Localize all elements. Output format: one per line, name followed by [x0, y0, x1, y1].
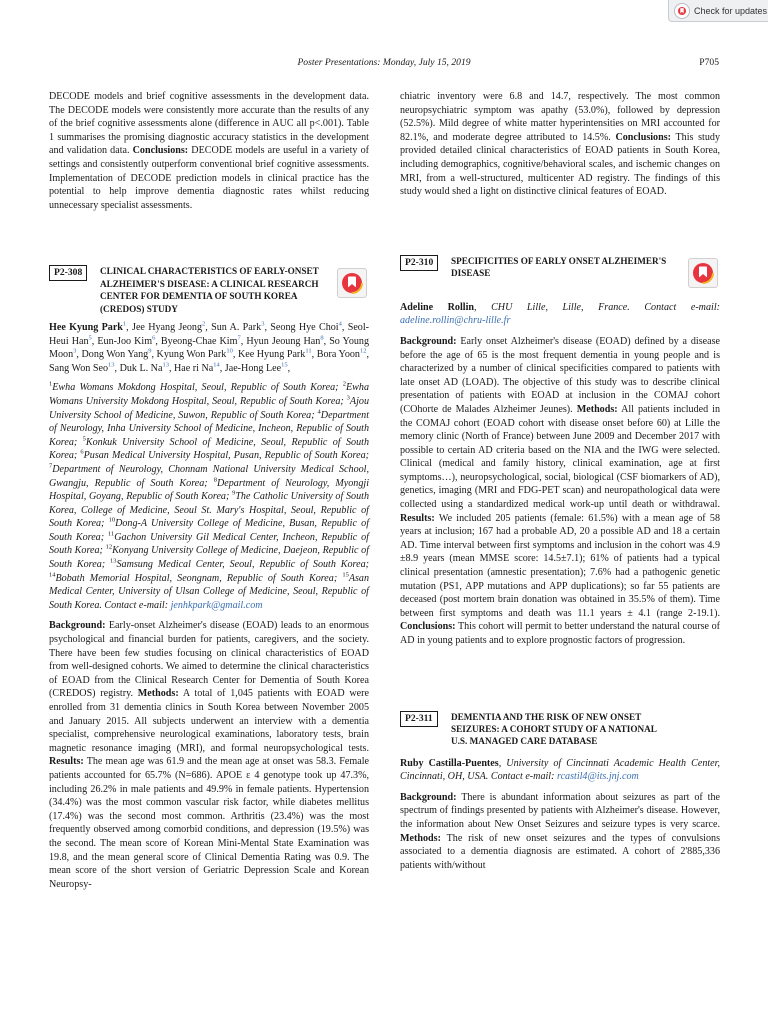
affiliation-number: 1 — [49, 380, 53, 388]
affiliation-text: Asan Medical Center, University of Ulsan College of Medicine, Seoul, Republic of South Korea. — [49, 572, 369, 611]
author-separator: , — [323, 335, 330, 347]
author-affiliation-number: 13 — [162, 361, 169, 369]
continuation-text: chiatric inventory were 6.8 and 14.7, respectively. The most common neuropsychiatric symptom was apathy (53.0%), followed by depression (52.5%). Mild degree of white matter hyperintensities on MRI accounted for 82.1%, and moderate degree attributed to 14.5%. — [400, 91, 720, 143]
section-text: The risk of new onset seizures and the types of convulsions associated to a dementia diagnosis are estimated. A cohort of 2'885,336 patients with/without — [400, 832, 720, 871]
author-name: Ruby Castilla-Puentes — [400, 757, 499, 769]
section-label: Background: — [400, 335, 457, 347]
affiliation-number: 10 — [108, 516, 116, 524]
author-affiliation-number: 14 — [213, 361, 220, 369]
section-text: This cohort will permit to better understand the natural course of AD in young patients and to explore prognostic factors of progression. — [400, 621, 720, 646]
author-affiliation-number: 12 — [359, 347, 367, 355]
author-separator: , — [168, 362, 174, 374]
author-separator: , — [151, 349, 157, 361]
affiliation-number: 14 — [49, 571, 56, 579]
affiliation-number: 13 — [110, 557, 117, 565]
author-name: Bora Yoon — [316, 349, 360, 361]
abstract-body — [49, 619, 369, 891]
check-for-updates-button[interactable] — [668, 0, 768, 22]
abstract-id: P2-310 — [400, 255, 438, 271]
author-name: So Young Moon — [49, 335, 370, 361]
check-for-updates-label: Check for updates — [694, 5, 768, 16]
author-affiliation-number: 2 — [202, 320, 206, 328]
author-affiliation-number: 3 — [261, 320, 265, 328]
affiliation-number: 12 — [105, 544, 113, 552]
abstract-body — [400, 335, 720, 648]
affiliation-number: 9 — [232, 489, 236, 497]
section-text: All patients included in the COMAJ cohort (EOAD cohort with disease onset before 60) at Lille the memory clinic (North of France) between June 2009 and December 2017 with possible to certain AD criteria based on the NIA and the IWG were selected. Clinical (medical and family history, clinical examination, age at first symptoms…), neuropsychological, social, biological (CSF biomarkers of AD), genetics, imaging (MRI and FDG-PET scan) and neuropathological data were collected using a standardized medical work-up until death or withdrawal. — [400, 403, 721, 511]
author-affiliation-number: 1 — [122, 320, 127, 328]
author-name: Duk L. Na — [119, 362, 163, 374]
affiliation-text: Bobath Memorial Hospital, Seongnam, Republic of South Korea; — [55, 572, 343, 584]
affiliation-text: Konyang University College of Medicine, Daejeon, Republic of South Korea; — [49, 545, 369, 571]
author-name: Kyung Won Park — [156, 349, 227, 361]
abstract-header-p2-311 — [400, 711, 720, 751]
affiliation-number: 4 — [317, 408, 321, 416]
section-label: Results: — [49, 756, 84, 768]
section-label: Results: — [400, 512, 435, 524]
section-label: Methods: — [400, 832, 441, 844]
affiliation-text: Konkuk University School of Medicine, Seoul, Republic of South Korea; — [49, 436, 369, 462]
section-label: Conclusions: — [400, 621, 456, 633]
affiliation-number: 8 — [213, 476, 217, 484]
author-separator: , — [76, 349, 82, 361]
affiliation-number: 5 — [82, 435, 86, 443]
section-text: There is abundant information about seizures as part of the spectrum of findings presented by patients with Alzheimer's disease. However, the information about New Onset Seizures and seizure types is very scarce. — [400, 791, 720, 830]
contact-email-link[interactable]: rcastil4@its.jnj.com — [557, 771, 639, 783]
author-name: Jee Hyang Jeong — [132, 321, 202, 333]
section-text: We included 205 patients (female: 61.5%) with a mean age of 58 years at inclusion; 167 had a probable AD, 20 a possible AD and 18 a certain AD. Time interval between first symptoms and inclusion in the cohort was 4.9 ±8.9 years (mean MMSE score: 14.5±7.1); 61% of patients had a typical clinical presentation (amnestic presentation); 7.6% had a pathogenic genetic mutation (PS1, APP mutations and APP duplications); so far 55 patients are deceased (post mortem brain donation was obtained in 35.5% of them). Time between first symptoms and death was 11.1 years ± 4.1 (range 2-19.1). — [400, 512, 720, 619]
crossmark-icon[interactable] — [337, 268, 367, 298]
crossmark-icon[interactable] — [688, 258, 718, 288]
author-line — [400, 301, 720, 328]
author-affiliation-number: 5 — [88, 334, 92, 342]
affiliation-text: Ajou University School of Medicine, Suwon, Republic of South Korea; — [49, 395, 369, 421]
author-name: Jae-Hong Lee — [224, 362, 282, 374]
author-separator: , — [264, 321, 271, 333]
author-name: Hyun Jeoung Han — [246, 335, 321, 347]
author-separator: , — [126, 321, 133, 333]
author-affiliation-number: 13 — [108, 361, 115, 369]
contact-label: Contact e-mail: — [490, 771, 558, 783]
crossmark-icon — [674, 3, 690, 19]
conclusions-text: DECODE models are useful in a variety of settings and consistently outperform conventional brief cognitive assessments. Implementation of DECODE prediction models in clinical practice has the potential to help improve dementia diagnostic rates whilst reducing unnecessary specialist assessments. — [49, 145, 369, 211]
author-name: Seol-Heui Han — [49, 321, 370, 347]
affiliation-list — [49, 381, 369, 612]
abstract-id: P2-308 — [49, 265, 87, 281]
affiliation-text: Pusan Medical University Hospital, Pusan, Republic of South Korea; — [83, 450, 370, 462]
author-separator: , — [155, 335, 161, 347]
left-column — [49, 90, 369, 891]
author-affiliation-number: 3 — [73, 347, 77, 355]
running-head — [49, 57, 719, 71]
author-separator: , — [240, 335, 247, 347]
affiliation-text: Department of Neurology, Chonnam National University Medical School, Gwangju, Republic of South Korea; — [49, 463, 369, 489]
section-label: Background: — [49, 620, 106, 632]
author-name: Hee Kyung Park — [49, 321, 123, 333]
author-separator: , — [311, 349, 317, 361]
affiliation-text: The Catholic University of South Korea, College of Medicine, Seoul St. Mary's Hospital, Seoul, Republic of South Korea; — [49, 491, 370, 530]
right-column — [400, 90, 720, 872]
section-text: A total of 1,045 patients with EOAD were enrolled from 31 dementia clinics in South Korea between November 2005 and January 2015. All subjects underwent an interview with a dementia specialist, comprehensive neurological examinations, laboratory tests, brain magnetic resonance imaging (MRI), and formal neuropsychological tests. — [49, 688, 369, 754]
author-separator: , — [287, 362, 291, 374]
affiliation-number: 3 — [346, 394, 350, 402]
author-name: Seong Hye Choi — [270, 321, 339, 333]
affiliation-text: Ewha Womans Mokdong Hospital, Seoul, Republic of South Korea; — [52, 382, 343, 394]
abstract-header-p2-308 — [49, 265, 369, 315]
affiliation-text: Gachon University Gil Medical Center, Incheon, Republic of South Korea; — [49, 531, 369, 557]
abstract-title: SPECIFICITIES OF EARLY ONSET ALZHEIMER'S DISEASE — [451, 255, 667, 279]
author-separator: , — [366, 349, 369, 361]
section-label: Methods: — [576, 403, 618, 415]
author-separator: , — [205, 321, 212, 333]
continuation-text: DECODE models and brief cognitive assessments in the development data. The DECODE models were consistently more accurate than the results of any of the brief cognitive assessments alone (difference in AUC all p<.001). Table 1 summarises the promising diagnostic accuracy statistics in the development and validation data. — [49, 91, 369, 157]
contact-label: Contact e-mail: — [104, 599, 171, 611]
contact-email-link[interactable]: adeline.rollin@chru-lille.fr — [400, 315, 511, 327]
affiliation-text: Ewha Womans University Mokdong Hospital, Seoul, Republic of South Korea; — [49, 382, 369, 407]
page-number: P705 — [699, 57, 719, 68]
author-name: Byeong-Chae Kim — [160, 335, 238, 347]
section-text: Early-onset Alzheimer's disease (EOAD) leads to an enormous psychological and financial burden for patients, caregivers, and the society. There have been few studies focusing on clinical characteristics of EOAD from well-designed cohorts. We aimed to determine the clinical characteristics of EOAD from the Clinical Research Center for Dementia of South Korea (CREDOS) registry. — [49, 620, 369, 700]
author-affiliation-number: 11 — [305, 347, 312, 355]
affiliation-text: Department of Neurology, Inha University School of Medicine, Incheon, Republic of South Korea; — [49, 409, 369, 448]
author-affiliation-number: 4 — [338, 320, 342, 328]
author-name: Sang Won Seo — [49, 362, 109, 374]
abstract-title: CLINICAL CHARACTERISTICS OF EARLY-ONSET ALZHEIMER'S DISEASE: A CLINICAL RESEARCH CENTER FOR DEMENTIA OF SOUTH KOREA (CREDOS) STUDY — [100, 266, 319, 314]
abstract-body — [400, 791, 720, 873]
conclusions-text: This study provided detailed clinical characteristics of EOAD patients in South Korea, including demographics, cognitive/behavioral scales, and ischemic changes on MRI, from a well-structured, multicenter AD registry. The findings of this study would shed a light on distinctive clinical features of EOAD. — [400, 131, 720, 198]
affiliation-text: Dong-A University College of Medicine, Busan, Republic of South Korea; — [49, 518, 370, 543]
abstract-header-p2-310 — [400, 255, 720, 295]
author-separator: , — [91, 335, 98, 347]
affiliation-number: 6 — [80, 448, 84, 456]
author-name: Adeline Rollin — [400, 301, 474, 313]
conclusions-label: Conclusions: — [132, 145, 189, 157]
section-label: Methods: — [137, 688, 179, 700]
affiliation-text: Samsung Medical Center, Seoul, Republic of South Korea; — [116, 559, 370, 571]
author-line — [400, 757, 720, 784]
author-affiliation-number: 7 — [237, 334, 241, 342]
section-text: The mean age was 61.9 and the mean age at onset was 58.3. Female patients accounted for 65.7% (N=686). APOE ε 4 genotype took up 47.3%, including 26.2% in male patients and 49.9% in female patients. Hypertension (34.4%) was the most common vascular risk factor, while diabetes mellitus (17.4%) was the second most common. Arthritis (23.4%) was the most frequently observed among comorbid conditions, and depression (19.5%) was the second. The mean score of Korean Mini-Mental State Examination was 19.8, and the mean general score of Clinical Dementia Rating was 0.9. The mean score of the short version of Geriatric Depression Scale and Korean Neuropsy- — [49, 756, 369, 890]
author-separator: , — [341, 321, 348, 333]
section-text: Early onset Alzheimer's disease (EOAD) defined by a disease before the age of 65 is the most frequent dementia in young people and is characterized by a number of clinical specificities compared to patients with late onset AD (LOAD). The objective of this study was to describe clinical presentation of patients with EOAD at inclusion in the COMAJ cohort (COhorte de Malades Alzheimer Jeunes). — [400, 335, 720, 415]
author-affiliation-number: 6 — [152, 334, 156, 342]
author-affiliation-number: 10 — [226, 347, 233, 355]
author-affiliation-number: 9 — [148, 347, 152, 355]
contact-email-link[interactable]: jenhkpark@gmail.com — [170, 599, 263, 611]
author-name: Dong Won Yang — [81, 349, 149, 361]
affiliation-number: 11 — [107, 530, 115, 538]
abstract-title: DEMENTIA AND THE RISK OF NEW ONSET SEIZURES: A COHORT STUDY OF A NATIONAL U.S. MANAGED CARE DATABASE — [451, 711, 657, 747]
author-separator: , — [114, 362, 120, 374]
author-separator: , — [232, 349, 238, 361]
conclusions-label: Conclusions: — [615, 131, 671, 143]
affiliation-number: 2 — [342, 380, 346, 388]
running-head-text: Poster Presentations: Monday, July 15, 2019 — [297, 57, 471, 68]
author-name: Eun-Joo Kim — [97, 335, 153, 347]
affiliation: , CHU Lille, Lille, France. — [474, 301, 645, 313]
affiliation-text: Department of Neurology, Myongji Hospital, Goyang, Republic of South Korea; — [49, 477, 369, 503]
affiliation: , University of Cincinnati Academic Health Center, Cincinnati, OH, USA. — [400, 757, 720, 783]
section-label: Background: — [400, 791, 457, 803]
author-list — [49, 321, 369, 375]
contact-label: Contact e-mail: — [644, 301, 720, 313]
affiliation-number: 7 — [49, 462, 53, 470]
author-affiliation-number: 8 — [320, 334, 324, 342]
affiliation-number: 15 — [342, 571, 349, 579]
author-name: Sun A. Park — [211, 321, 262, 333]
author-separator: , — [219, 362, 225, 374]
author-name: Hae ri Na — [174, 362, 214, 374]
abstract-id: P2-311 — [400, 711, 438, 727]
continuation-paragraph — [400, 90, 720, 199]
continuation-paragraph — [49, 90, 369, 212]
author-name: Kee Hyung Park — [237, 349, 306, 361]
author-affiliation-number: 15 — [281, 361, 288, 369]
